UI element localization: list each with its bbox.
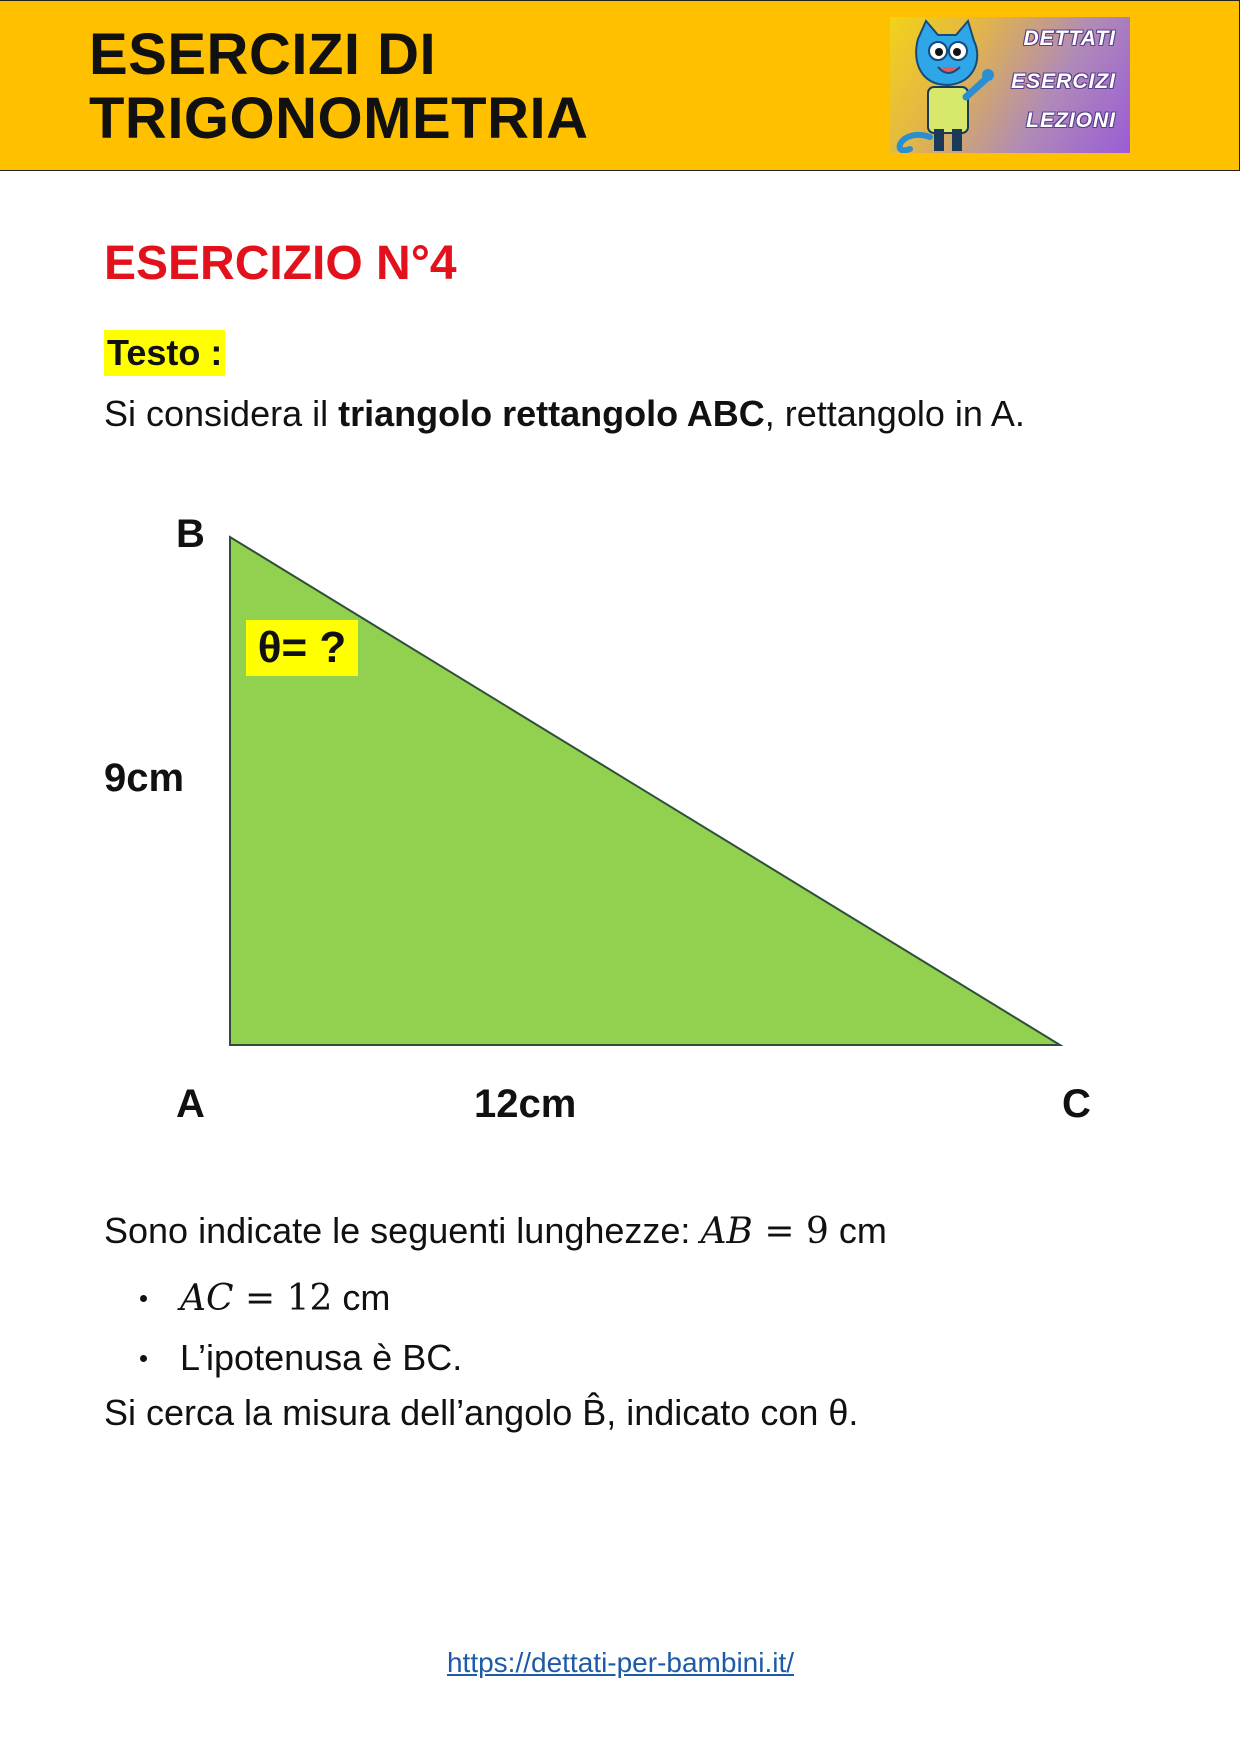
- lengths-paragraph: [104, 1210, 887, 1252]
- testo-label: Testo :: [104, 330, 225, 376]
- page-title: [89, 23, 588, 151]
- ab-symbol: AB: [700, 1211, 753, 1252]
- triangle-diagram: [0, 500, 1241, 1060]
- exercise-title: ESERCIZIO N°4: [104, 237, 457, 290]
- hypotenuse-text: L’ipotenusa è BC.: [180, 1337, 463, 1378]
- intro-text-bold: triangolo rettangolo ABC: [338, 393, 765, 434]
- ac-unit: cm: [332, 1277, 391, 1318]
- ac-symbol: AC: [180, 1278, 234, 1319]
- vertex-c-label: C: [1062, 1082, 1091, 1126]
- ab-value: = 9: [752, 1211, 829, 1252]
- footer-link[interactable]: https://dettati-per-bambini.it/: [446, 1647, 795, 1678]
- intro-paragraph: [104, 393, 1025, 435]
- logo-text-esercizi: ESERCIZI: [1011, 70, 1116, 93]
- ac-value: = 12: [233, 1278, 333, 1319]
- ab-math: [700, 1211, 828, 1252]
- intro-text-after: , rettangolo in A.: [764, 393, 1025, 434]
- vertex-b-label: B: [176, 512, 205, 556]
- vertex-a-label: A: [176, 1082, 205, 1126]
- angle-theta-label: θ= ?: [246, 620, 358, 676]
- question-paragraph: Si cerca la misura dell’angolo B̂, indicato con θ.: [104, 1392, 859, 1433]
- side-ac-label: 12cm: [474, 1082, 577, 1126]
- page-title-line1: ESERCIZI DI: [89, 22, 437, 87]
- intro-text-before: Si considera il: [104, 393, 339, 434]
- triangle-abc: [230, 537, 1060, 1045]
- lengths-intro: Sono indicate le seguenti lunghezze:: [104, 1210, 701, 1251]
- list-item-hypotenuse: [104, 1328, 462, 1388]
- ac-math: [180, 1278, 332, 1319]
- logo-text-dettati: DETTATI: [1023, 27, 1116, 50]
- site-logo[interactable]: [890, 17, 1130, 153]
- side-ab-label: 9cm: [104, 756, 185, 800]
- bullet-icon: [140, 1355, 147, 1362]
- page-header: [0, 0, 1240, 171]
- list-item-ac: [104, 1268, 462, 1328]
- ab-unit: cm: [828, 1210, 887, 1251]
- bullet-icon: [140, 1295, 147, 1302]
- lengths-list: [104, 1268, 462, 1388]
- page-title-line2: TRIGONOMETRIA: [89, 86, 589, 151]
- logo-text-lezioni: LEZIONI: [1026, 109, 1116, 132]
